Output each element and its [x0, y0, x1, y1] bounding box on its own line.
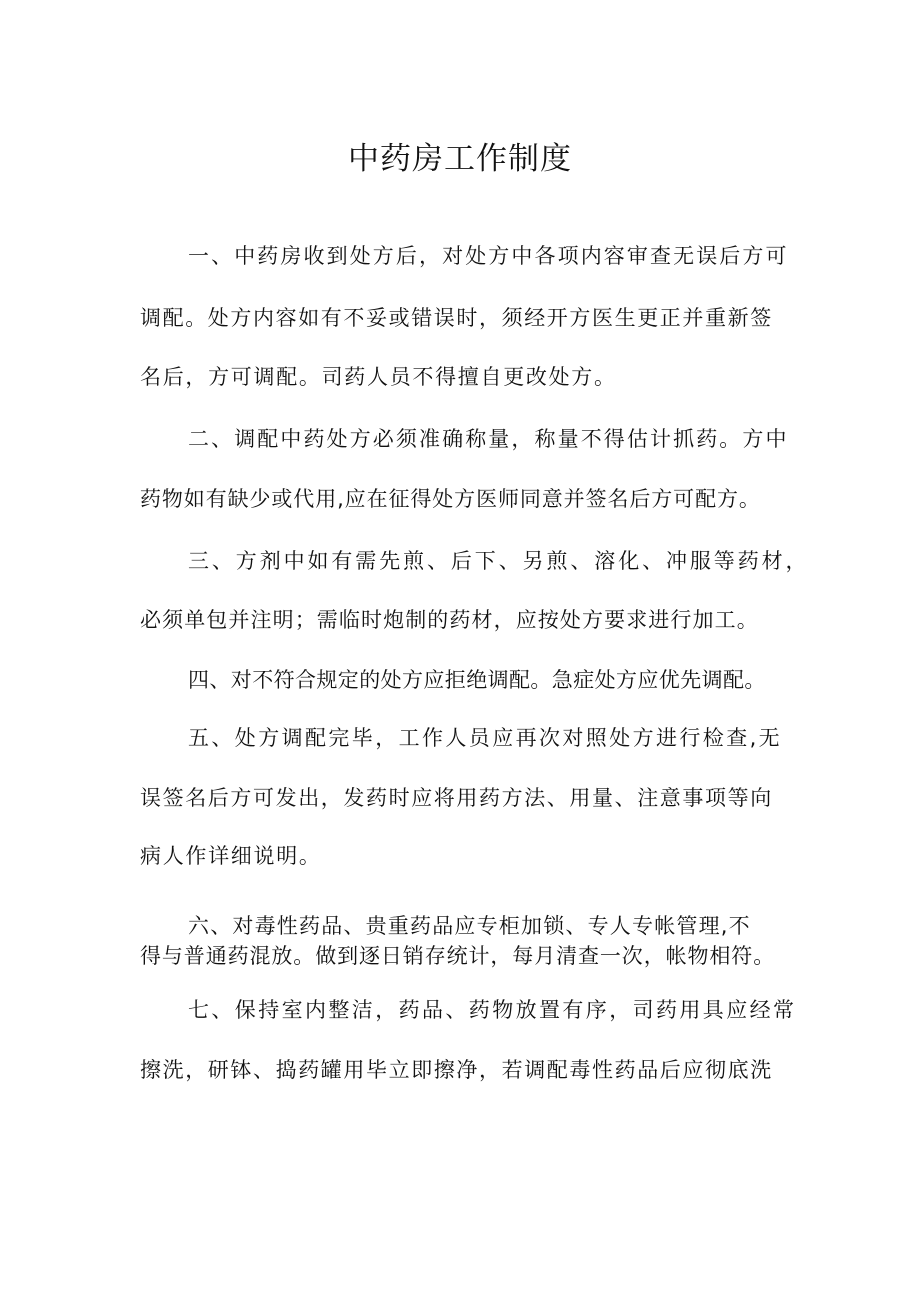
- paragraph-1-line-1: 一、中药房收到处方后，对处方中各项内容审查无误后方可: [188, 244, 789, 268]
- paragraph-7-line-2: 擦洗，研钵、捣药罐用毕立即擦净，若调配毒性药品后应彻底洗: [140, 1058, 773, 1082]
- paragraph-6-line-2: 得与普通药混放。做到逐日销存统计，每月清查一次，帐物相符。: [140, 944, 776, 968]
- paragraph-5-line-1: 五、处方调配完毕，工作人员应再次对照处方进行检查,无: [188, 726, 783, 750]
- paragraph-1-line-3: 名后，方可调配。司药人员不得擅自更改处方。: [140, 365, 617, 389]
- paragraph-1-line-2: 调配。处方内容如有不妥或错误时，须经开方医生更正并重新签: [140, 306, 773, 330]
- paragraph-5-line-3: 病人作详细说明。: [140, 844, 322, 868]
- paragraph-2-line-2: 药物如有缺少或代用,应在征得处方医师同意并签名后方可配方。: [140, 487, 761, 511]
- paragraph-2-line-1: 二、调配中药处方必须准确称量，称量不得估计抓药。方中: [188, 427, 789, 451]
- paragraph-3-line-2: 必须单包并注明；需临时炮制的药材，应按处方要求进行加工。: [140, 608, 759, 632]
- paragraph-5-line-2: 误签名后方可发出，发药时应将用药方法、用量、注意事项等向: [140, 786, 773, 810]
- paragraph-3-line-1: 三、方剂中如有需先煎、后下、另煎、溶化、冲服等药材，: [188, 549, 810, 573]
- paragraph-4-line-1: 四、对不符合规定的处方应拒绝调配。急症处方应优先调配。: [188, 668, 766, 692]
- document-title: 中药房工作制度: [348, 141, 572, 177]
- paragraph-7-line-1: 七、保持室内整洁，药品、药物放置有序，司药用具应经常: [188, 998, 797, 1022]
- paragraph-6-line-1: 六、对毒性药品、贵重药品应专柜加锁、专人专帐管理,不: [188, 914, 751, 938]
